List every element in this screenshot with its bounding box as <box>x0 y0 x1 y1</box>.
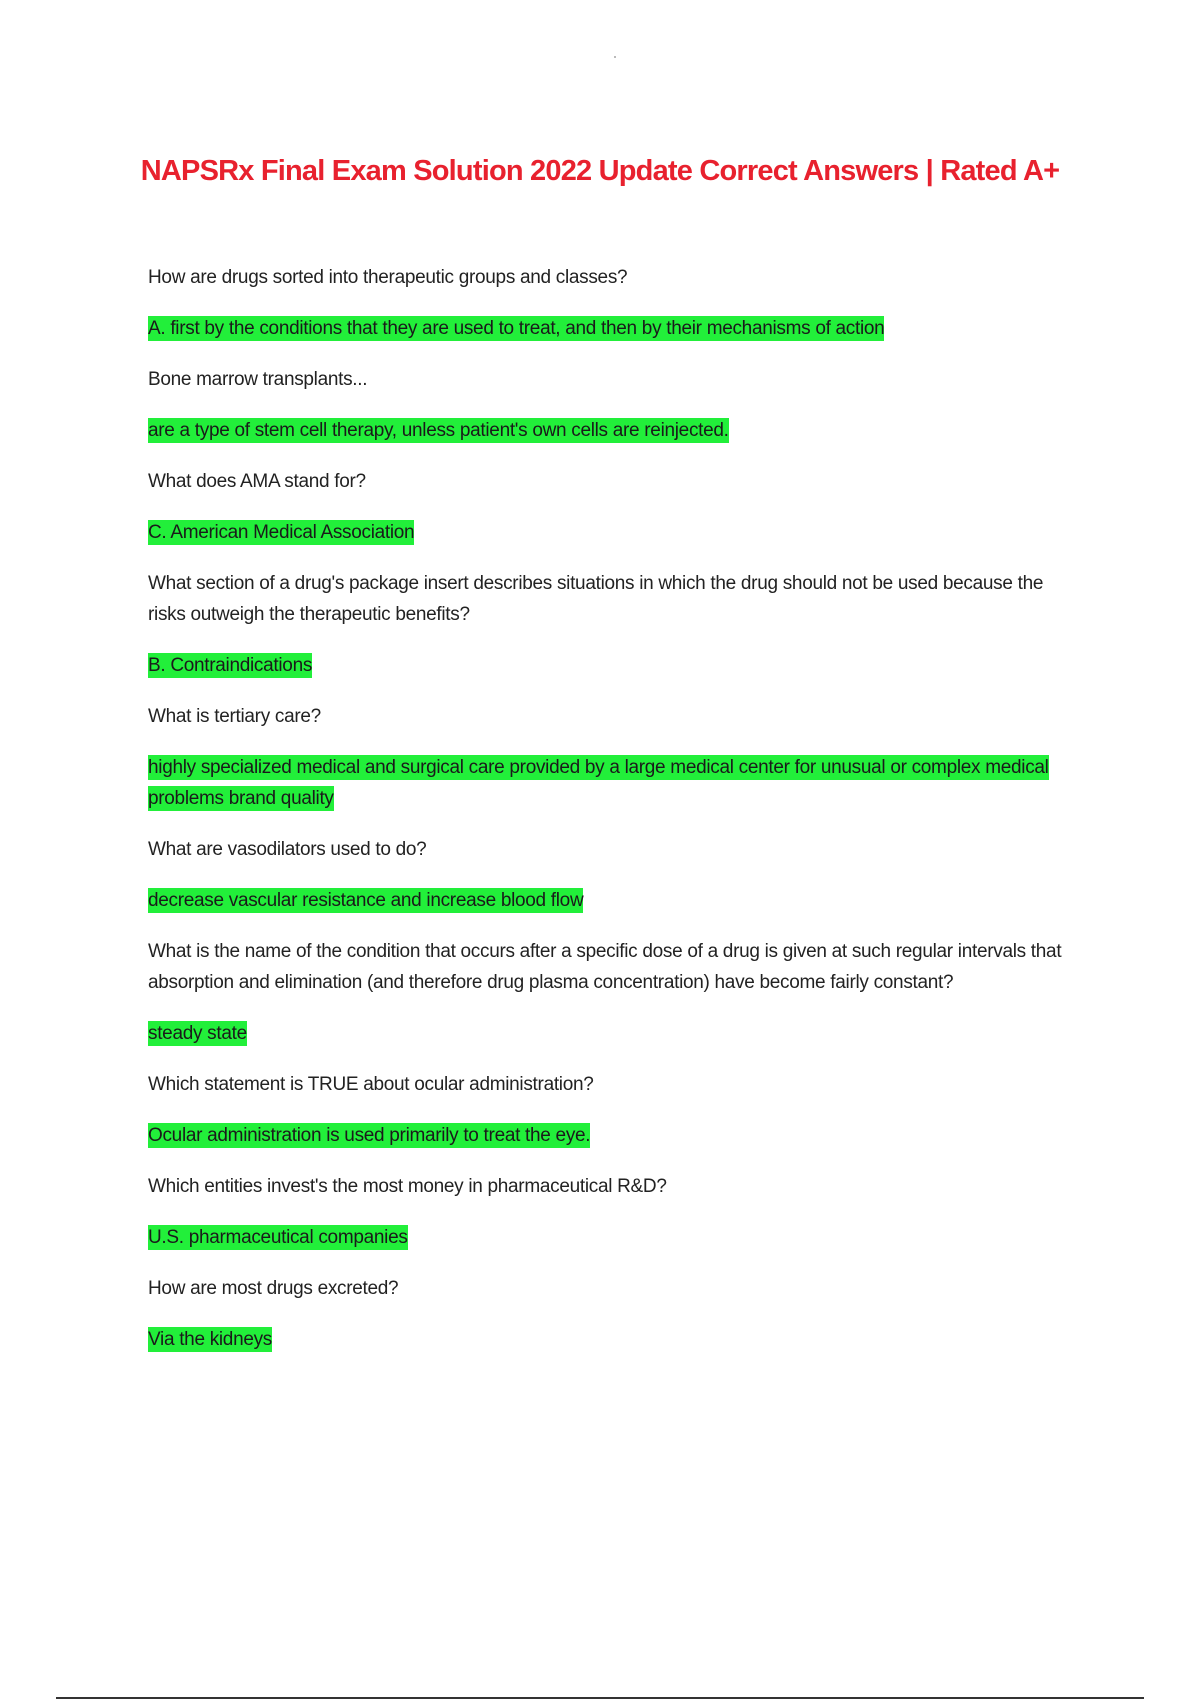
qa-item <box>148 262 1068 344</box>
qa-item <box>148 364 1068 446</box>
question-text: How are most drugs excreted? <box>148 1278 399 1299</box>
answer-highlight: C. American Medical Association <box>148 522 415 543</box>
question-text: What is the name of the condition that occurs after a specific dose of a drug is given at such regular intervals that absorption and elimination (and therefore drug plasma concentration) have become fairly constant? <box>148 941 1062 993</box>
answer-highlight: A. first by the conditions that they are used to treat, and then by their mechanisms of action <box>148 318 885 339</box>
answer-highlight: Via the kidneys <box>148 1329 273 1350</box>
answer-highlight: steady state <box>148 1023 247 1044</box>
speck <box>614 56 616 58</box>
question-text: How are drugs sorted into therapeutic groups and classes? <box>148 267 628 288</box>
qa-item <box>148 466 1068 548</box>
qa-item <box>148 1171 1068 1253</box>
answer-highlight: Ocular administration is used primarily to treat the eye. <box>148 1125 591 1146</box>
qa-item <box>148 1069 1068 1151</box>
answer-highlight: B. Contraindications <box>148 655 313 676</box>
question-text: Which entities invest's the most money in pharmaceutical R&D? <box>148 1176 667 1197</box>
qa-item <box>148 936 1068 1049</box>
document-title: NAPSRx Final Exam Solution 2022 Update Correct Answers | Rated A+ <box>140 155 1060 187</box>
qa-item <box>148 834 1068 916</box>
qa-item <box>148 568 1068 681</box>
question-text: What section of a drug's package insert describes situations in which the drug should not be used because the risks outweigh the therapeutic benefits? <box>148 573 1044 625</box>
question-text: What is tertiary care? <box>148 706 321 727</box>
answer-highlight: U.S. pharmaceutical companies <box>148 1227 408 1248</box>
answer-highlight: decrease vascular resistance and increase blood flow <box>148 890 584 911</box>
qa-list <box>148 262 1068 1375</box>
page-bottom-rule <box>56 1697 1144 1699</box>
question-text: What are vasodilators used to do? <box>148 839 427 860</box>
question-text: Which statement is TRUE about ocular administration? <box>148 1074 594 1095</box>
qa-item <box>148 701 1068 814</box>
qa-item <box>148 1273 1068 1355</box>
answer-highlight: highly specialized medical and surgical care provided by a large medical center for unusual or complex medical problems brand quality <box>148 757 1049 809</box>
answer-highlight: are a type of stem cell therapy, unless patient's own cells are reinjected. <box>148 420 729 441</box>
question-text: Bone marrow transplants... <box>148 369 368 390</box>
question-text: What does AMA stand for? <box>148 471 366 492</box>
